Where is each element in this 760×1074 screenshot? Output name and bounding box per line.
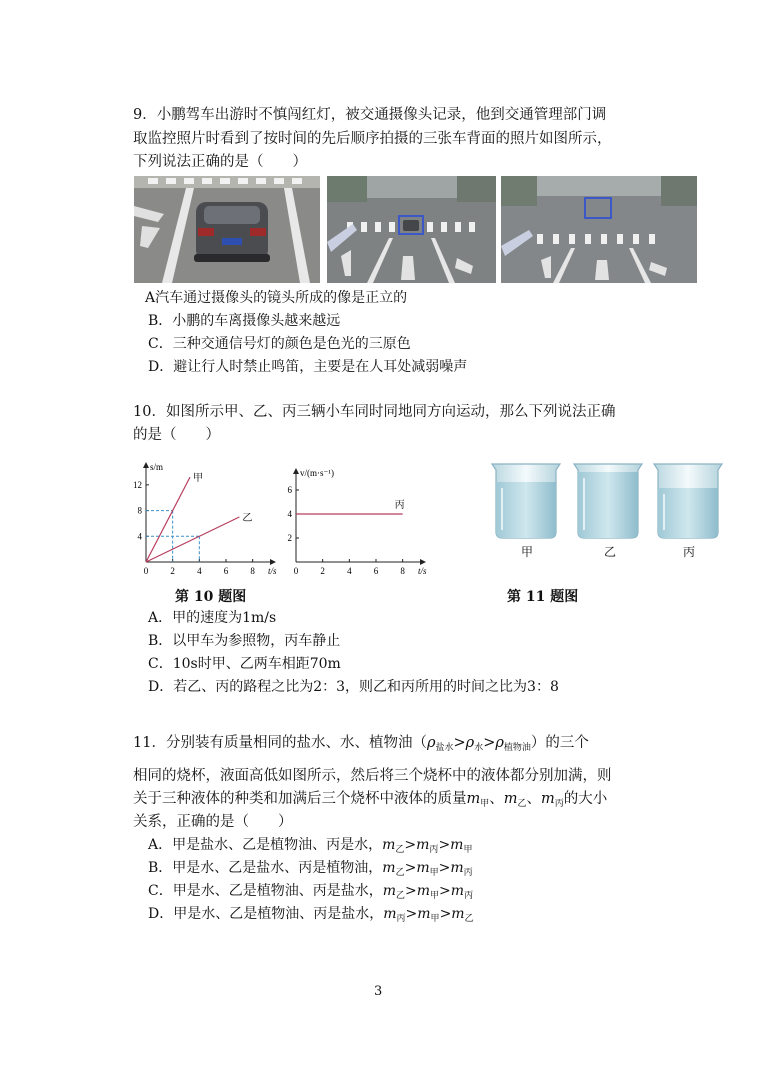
vt-x-label: t/s (418, 566, 427, 576)
st-series-line (146, 477, 190, 562)
q10-figure-caption: 第 10 题图 (175, 589, 247, 605)
st-x-tick-label: 2 (170, 566, 175, 576)
q9-option-c: C．三种交通信号灯的颜色是色光的三原色 (148, 336, 411, 352)
vt-x-tick-label: 2 (320, 566, 325, 576)
st-graph (128, 452, 278, 578)
beaker-bing (654, 464, 722, 538)
q9-stem-line-1: 9．小鹏驾车出游时不慎闯红灯，被交通摄像头记录，他到交通管理部门调 (133, 107, 607, 123)
vt-x-tick-label: 4 (347, 566, 352, 576)
st-x-label: t/s (268, 566, 277, 576)
q9-stem-line-3: 下列说法正确的是（ ） (133, 154, 307, 170)
q9-option-a: A汽车通过摄像头的镜头所成的像是正立的 (145, 290, 408, 306)
beaker-label-yi: 乙 (604, 545, 617, 559)
vt-y-arrow (293, 468, 299, 474)
q10-option-a: A．甲的速度为1m/s (148, 610, 277, 626)
page-number: 3 (374, 984, 383, 999)
st-x-tick-label: 6 (223, 566, 229, 576)
st-y-tick-label: 12 (133, 479, 142, 490)
q10-option-d: D．若乙、丙的路程之比为2：3，则乙和丙所用的时间之比为3：8 (148, 679, 559, 695)
st-y-arrow (143, 462, 149, 468)
beaker-yi (574, 464, 642, 538)
q10-stem-line-1: 10．如图所示甲、乙、丙三辆小车同时同地同方向运动，那么下列说法正确 (133, 404, 616, 420)
q11-stem-line-3: 关于三种液体的种类和加满后三个烧杯中液体的质量$m_甲$、$m_乙$、$m_丙$的大小 (133, 791, 608, 809)
traffic-photo-2 (327, 176, 496, 283)
vt-x-tick-label: 6 (373, 566, 379, 576)
st-series-line (146, 517, 239, 562)
q11-option-b: B．甲是水、乙是盐水、丙是植物油，$m_乙>m_甲>m_丙$ (148, 860, 473, 878)
q11-option-a: A．甲是盐水、乙是植物油、丙是水，$m_乙>m_丙>m_甲$ (148, 837, 473, 855)
vt-x-tick-label: 8 (400, 566, 405, 576)
st-y-tick-label: 4 (137, 531, 142, 542)
vt-y-tick-label: 2 (287, 533, 292, 543)
vt-y-tick-label: 6 (287, 485, 292, 495)
vt-y-tick-label: 4 (287, 509, 292, 519)
q9-option-d: D．避让行人时禁止鸣笛，主要是在人耳处减弱噪声 (148, 359, 468, 375)
beaker-jia (492, 464, 560, 538)
st-x-arrow (270, 559, 276, 565)
vt-series-label: 丙 (394, 500, 405, 511)
beaker-label-jia: 甲 (521, 545, 534, 559)
st-x-tick-label: 0 (143, 566, 149, 576)
beaker-label-bing: 丙 (683, 545, 696, 559)
vt-graph (278, 452, 428, 578)
q10-stem-line-2: 的是（ ） (133, 427, 220, 443)
st-y-label: s/m (150, 462, 164, 472)
st-x-tick-label: 4 (197, 566, 202, 576)
q10-option-b: B．以甲车为参照物，丙车静止 (148, 633, 341, 649)
vt-x-tick-label: 0 (293, 566, 299, 576)
st-series-label: 乙 (242, 513, 253, 524)
q11-stem-line-1: 11．分别装有质量相同的盐水、水、植物油$(\rho_{盐水}>\rho_水>\rho_{植物油})$的三个 (133, 735, 589, 753)
q11-stem-line-2: 相同的烧杯，液面高低如图所示，然后将三个烧杯中的液体都分别加满，则 (133, 768, 612, 784)
st-y-tick-label: 8 (137, 505, 142, 516)
q11-figure-caption: 第 11 题图 (507, 589, 579, 605)
traffic-photo-3 (501, 176, 697, 283)
vt-x-arrow (420, 559, 426, 565)
q9-stem-line-2: 取监控照片时看到了按时间的先后顺序拍摄的三张车背面的照片如图所示， (133, 131, 612, 147)
q11-option-d: D．甲是水、乙是植物油、丙是盐水，$m_丙>m_甲>m_乙$ (148, 906, 474, 924)
vt-y-label: v/(m·s⁻¹) (300, 468, 334, 478)
st-series-label: 甲 (193, 473, 203, 485)
traffic-photo-1 (134, 176, 320, 283)
st-x-tick-label: 8 (250, 566, 255, 576)
q11-stem-line-4: 关系，正确的是（ ） (133, 814, 293, 830)
q11-option-c: C．甲是水、乙是植物油、丙是盐水，$m_乙>m_甲>m_丙$ (148, 883, 474, 901)
q9-option-b: B．小鹏的车离摄像头越来越远 (148, 313, 341, 329)
q10-option-c: C．10s时甲、乙两车相距70m (148, 656, 341, 672)
